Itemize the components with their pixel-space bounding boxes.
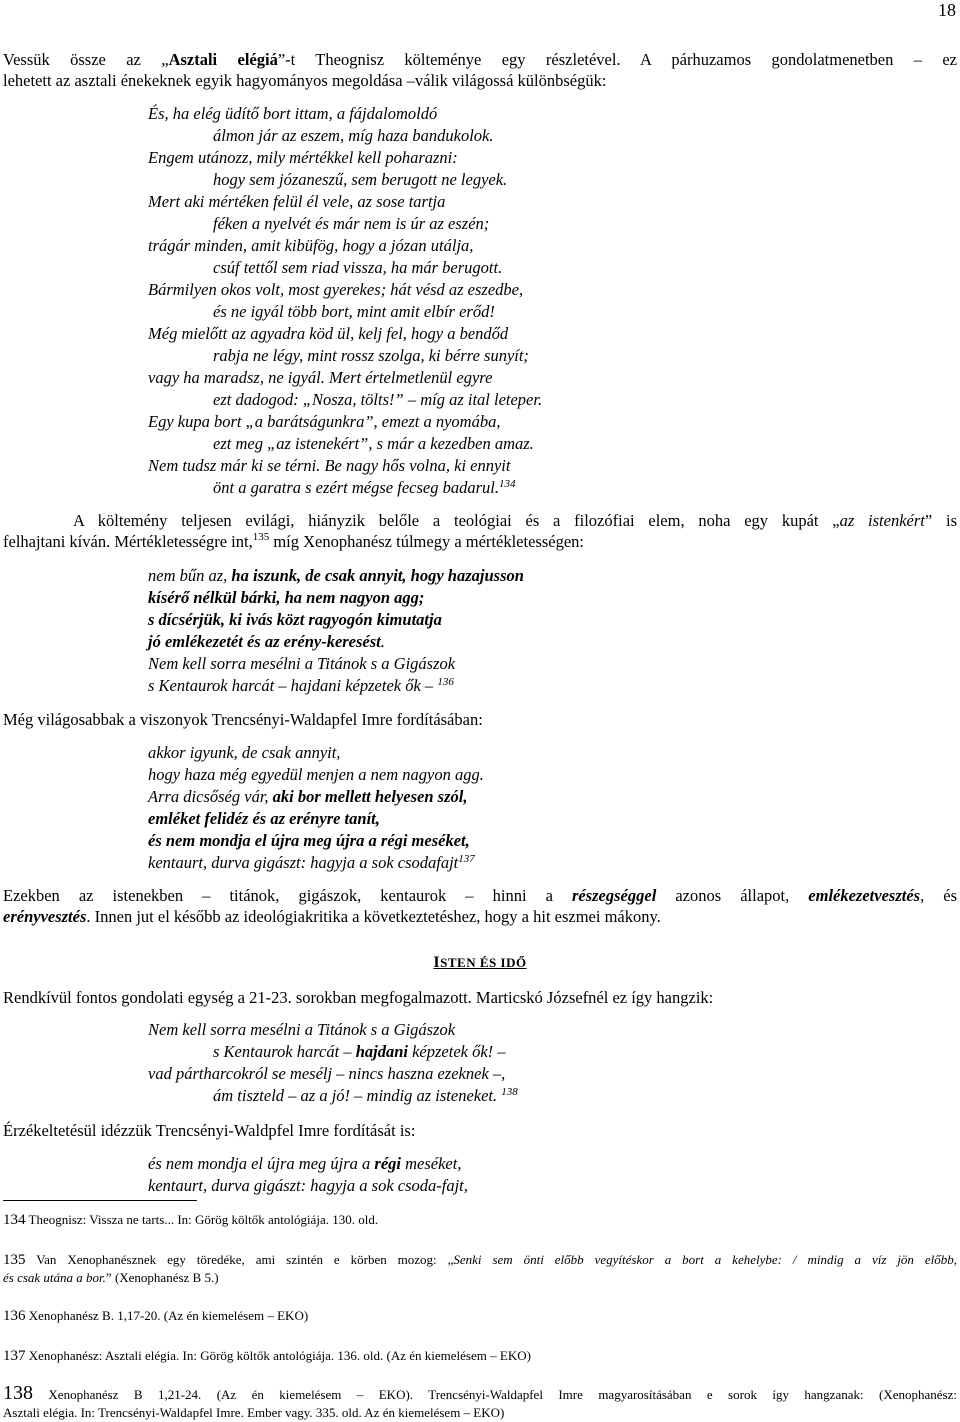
poem-line: és nem mondja el újra meg újra a régi meséket,: [148, 1154, 462, 1173]
para2-line-1: A költemény teljesen evilági, hiányzik belőle a teológiai és a filozófiai elem, noha egy kupát „az istenkért” is: [73, 511, 957, 530]
poem-line: vad pártharcokról se mesélj – nincs haszna ezeknek –,: [148, 1064, 506, 1083]
poem-line: s Kentaurok harcát – hajdani képzetek ők – $^{136}$: [148, 676, 454, 695]
intro-paragraph: [3, 49, 957, 91]
poem-line: és ne igyál több bort, mint amit elbír erőd!: [213, 302, 495, 321]
footnote-ref-134[interactable]: 134: [498, 478, 516, 490]
section-heading: ISTEN ÉS IDŐ: [433, 954, 527, 971]
poem-line: akkor igyunk, de csak annyit,: [148, 743, 341, 762]
poem-line: hogy haza még egyedül menjen a nem nagyon agg.: [148, 765, 484, 784]
poem-line: ezt dadogod: „Nosza, tölts!” – míg az ital leteper.: [213, 390, 543, 409]
page-number: 18: [938, 0, 956, 20]
poem-line: Bármilyen okos volt, most gyerekes; hát vésd az eszedbe,: [148, 280, 524, 299]
paragraph-trencsenyi-intro: Még világosabbak a viszonyok Trencsényi-Waldapfel Imre fordításában:: [3, 710, 483, 729]
poem-line: Engem utánozz, mily mértékkel kell poharazni:: [148, 148, 458, 167]
footnote-separator: [3, 1200, 197, 1201]
poem-line: önt a garatra s ezért mégse fecseg badarul.$^{134}$: [213, 478, 516, 497]
poem-line: álmon jár az eszem, míg haza bandukolok.: [213, 126, 494, 145]
poem-line: s Kentaurok harcát – hajdani képzetek ők! –: [213, 1042, 506, 1061]
footnote-ref-137[interactable]: 137: [458, 853, 475, 865]
poem-line: kísérő nélkül bárki, ha nem nagyon agg;: [148, 588, 425, 607]
para2-line-2: felhajtani kíván. Mértékletességre int,$^{135}$ míg Xenophanész túlmegy a mértékletességen:: [3, 531, 584, 551]
paragraph-mertekletesseg: [3, 510, 957, 552]
poem-line: s dícsérjük, ki ivás közt ragyogón kimutatja: [148, 610, 442, 629]
footnote-136: 136 Xenophanész B. 1,17-20. (Az én kiemelésem – EKO): [3, 1308, 309, 1324]
poem-line: Még mielőtt az agyadra köd ül, kelj fel, hogy a bendőd: [148, 324, 509, 343]
poem-line: csúf tettől sem riad vissza, ha már berugott.: [213, 258, 503, 277]
footnote-134: 134 Theognisz: Vissza ne tarts... In: Görög költők antológiája. 130. old.: [3, 1212, 379, 1228]
paragraph-marticsko-intro: Rendkívül fontos gondolati egység a 21-23. sorokban megfogalmazott. Marticskó Józsefnél ez így hangzik:: [3, 988, 714, 1007]
footnote-ref-135[interactable]: 135: [252, 531, 270, 543]
poem-line: nem bűn az, ha iszunk, de csak annyit, hogy hazajusson: [148, 566, 524, 585]
poem-line: Egy kupa bort „a barátságunkra”, emezt a nyomába,: [148, 412, 501, 431]
poem-line: kentaurt, durva gigászt: hagyja a sok csoda-fajt,: [148, 1176, 468, 1195]
footnote-ref-136[interactable]: 136: [437, 676, 454, 688]
para4-line-1: Ezekben az istenekben – titánok, gigászok, kentaurok – hinni a részegséggel azonos állapot, emlékezetvesztés, és: [3, 886, 958, 905]
poem-line: rabja ne légy, mint rossz szolga, ki bérre sunyít;: [213, 346, 529, 365]
para4-line-2: erényvesztés. Innen jut el később az ideológiakritika a következtetéshez, hogy a hit eszmei mákony.: [3, 907, 661, 926]
poem-line: Arra dicsőség vár, aki bor mellett helyesen szól,: [148, 787, 468, 806]
poem-line: kentaurt, durva gigászt: hagyja a sok csodafajt$^{137}$: [148, 853, 475, 872]
paragraph-trencsenyi-2: Érzékeltetésül idézzük Trencsényi-Waldpfel Imre fordítását is:: [3, 1121, 416, 1140]
intro-line-2: lehetett az asztali énekeknek egyik hagyományos megoldása –válik világossá különbségük:: [3, 71, 607, 90]
poem-line: jó emlékezetét és az erény-keresést.: [148, 632, 385, 651]
poem-line: És, ha elég üdítő bort ittam, a fájdalomoldó: [148, 104, 438, 123]
paragraph-istenek: [3, 885, 957, 927]
footnote-ref-138[interactable]: 138: [501, 1086, 518, 1098]
poem-line: Nem tudsz már ki se térni. Be nagy hős volna, ki ennyit: [148, 456, 511, 475]
poem-line: hogy sem józaneszű, sem berugott ne legyek.: [213, 170, 508, 189]
poem-line: Nem kell sorra mesélni a Titánok s a Gigászok: [148, 1020, 456, 1039]
poem-line: emléket felidéz és az erényre tanít,: [148, 809, 380, 828]
footnote-138: 138 Xenophanész B 1,21-24. (Az én kiemelésem – EKO). Trencsényi-Waldapfel Imre magyarosításában e sorok így hangzanak: (Xenophanész: Asztali elégia. In: Trencsényi-Waldapfel Imre. Ember vagy. 335. old. Az én kiemelésem – EKO): [3, 1382, 957, 1420]
poem-line: Mert aki mértéken felül él vele, az sose tartja: [148, 192, 446, 211]
poem-line: ezt meg „az istenekért”, s már a kezedben amaz.: [213, 434, 534, 453]
poem-line: vagy ha maradsz, ne igyál. Mert értelmetlenül egyre: [148, 368, 493, 387]
title-asztali-elegia: Asztali elégiá: [168, 50, 278, 69]
poem-line: féken a nyelvét és már nem is úr az eszén;: [213, 214, 490, 233]
poem-line: trágár minden, amit kibüfög, hogy a józan utálja,: [148, 236, 474, 255]
poem-line: Nem kell sorra mesélni a Titánok s a Gigászok: [148, 654, 456, 673]
footnote-135: 135 Van Xenophanésznek egy töredéke, ami szintén e körben mozog: „Senki sem önti előbb vegyítéskor a bort a kehelybe: / mindig a víz jön előbb, és csak utána a bor.” (Xenophanész B 5.): [3, 1252, 957, 1285]
poem-line: és nem mondja el újra meg újra a régi meséket,: [148, 831, 470, 850]
poem-line: ám tiszteld – az a jó! – mindig az isteneket. $^{138}$: [213, 1086, 518, 1105]
intro-line-1: Vessük össze az „Asztali elégiá”-t Theognisz költeménye egy részletével. A párhuzamos gondolatmenetben – ez: [3, 50, 958, 69]
footnote-137: 137 Xenophanész: Asztali elégia. In: Görög költők antológiája. 136. old. (Az én kiemelésem – EKO): [3, 1348, 531, 1364]
